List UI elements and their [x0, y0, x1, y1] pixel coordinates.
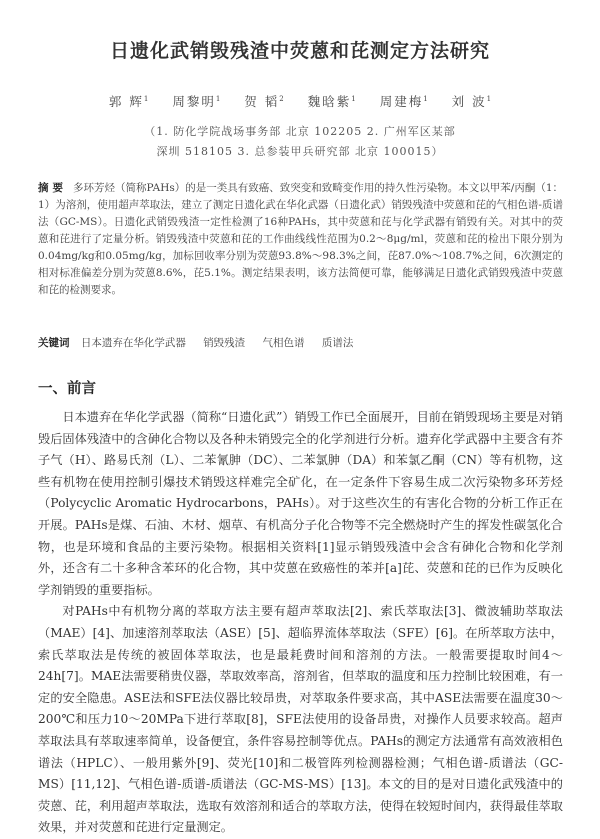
author: 贺 韬$^2$: [244, 94, 284, 109]
author: 郭 辉$^1$: [108, 94, 149, 109]
abstract-label: 摘要: [38, 182, 68, 194]
abstract: [38, 180, 563, 299]
affiliations: [110, 122, 490, 162]
affiliation-line: （1. 防化学院战场事务部 北京 102205 2. 广州军区某部: [144, 125, 456, 138]
keyword: 质谱法: [321, 337, 354, 349]
section-heading: 一、前言: [38, 381, 96, 397]
body-paragraph: 对PAHs中有机物分离的萃取方法主要有超声萃取法[2]、索氏萃取法[3]、微波辅助萃取法（MAE）[4]、加速溶剂萃取法（ASE）[5]、超临界流体萃取法（SFE）[6]。在所萃取方法中，索氏萃取法是传统的被固体萃取法，也是最耗费时间和溶剂的方法。一般需要提取时间4～24h[7]。MAE法需要稍贵仪器，萃取效率高，溶剂省，但萃取的温度和压力控制比较困难，有一定的安全隐患。ASE法和SFE法仪器比较昂贵，对萃取条件要求高，其中ASE法需要在温度30～200℃和压力10～20MPa下进行萃取[8]，SFE法使用的设备昂贵，对操作人员要求较高。超声萃取法具有萃取速率简单，设备便宜，条件容易控制等优点。PAHs的测定方法通常有高效液相色谱法（HPLC）、一般用紫外[9]、荧光[10]和二极管阵列检测器检测；气相色谱-质谱法（GC-MS）[11,12]、气相色谱-质谱-质谱法（GC-MS-MS）[13]。本文的目的是对日遗化武残渣中的荧蒽、芘，利用超声萃取法，选取有效溶剂和适合的萃取方法，使得在较短时间内，获得最佳萃取效果，并对荧蒽和芘进行定量测定。: [38, 604, 563, 835]
keyword: 销毁残渣: [203, 337, 246, 349]
author: 周黎明$^1$: [172, 94, 221, 109]
body-paragraph: 日本遗弃在华化学武器（简称“日遗化武”）销毁工作已全面展开，目前在销毁现场主要是对销毁后固体残渣中的含砷化合物以及各种未销毁完全的化学剂进行分析。遗弃化学武器中主要含有芥子气（H）、路易氏剂（L）、二苯氰胂（DC）、二苯氯胂（DA）和苯氯乙酮（CN）等有机物，这些有机物在使用控制引爆技术销毁这样难完全矿化，在一定条件下容易生成二次污染物多环芳烃（Polycyclic Aromatic Hydrocarbons，PAHs）。对于这些次生的有害化合物的分析工作正在开展。PAHs是煤、石油、木材、烟草、有机高分子化合物等不完全燃烧时产生的挥发性碳氢化合物，也是环境和食品的主要污染物。根据相关资料[1]显示销毁残渣中会含有砷化合物和化学剂外，还含有二十多种含苯环的化合物，其中荧蒽在致癌性的苯并[a]芘、荧蒽和芘的已作为反映化学剂销毁的重要指标。: [38, 410, 563, 597]
section-body: [38, 407, 563, 839]
paper-title: 日遗化武销毁残渣中荧蒽和芘测定方法研究: [109, 40, 490, 62]
abstract-text: 多环芳烃（简称PAHs）的是一类具有致癌、致突变和致畸变作用的持久性污染物。本文以甲苯/丙酮（1：1）为溶剂，使用超声萃取法，建立了测定日遗化武在华化武器（日遗化武）销毁残渣中荧蒽和芘的气相色谱-质谱法（GC-MS）。日遗化武销毁残渣一定性检测了16种PAHs，其中荧蒽和芘与化学武器有销毁有关。对其中的荧蒽和芘进行了定量分析。销毁残渣中荧蒽和芘的工作曲线线性范围为0.2～8μg/ml，荧蒽和芘的检出下限分别为0.04mg/kg和0.05mg/kg，加标回收率分别为荧蒽93.8%～98.3%之间，芘87.0%～108.7%之间，6次测定的相对标准偏差分别为荧蒽8.6%，芘5.1%。测定结果表明，该方法简便可靠，能够满足日遗化武销毁残渣中荧蒽和芘的检测要求。: [38, 182, 564, 296]
keywords-label: 关键词: [38, 337, 70, 349]
affiliation-line: 深圳 518105 3. 总参装甲兵研究部 北京 100015）: [156, 145, 444, 158]
author-list: [0, 92, 600, 110]
keywords: [38, 335, 563, 350]
author: 周建梅$^1$: [379, 94, 428, 109]
author: 刘 波$^1$: [451, 94, 492, 109]
keyword: 气相色谱: [262, 337, 305, 349]
author: 魏晗紫$^1$: [307, 94, 356, 109]
keyword: 日本遗弃在华化学武器: [80, 337, 186, 349]
